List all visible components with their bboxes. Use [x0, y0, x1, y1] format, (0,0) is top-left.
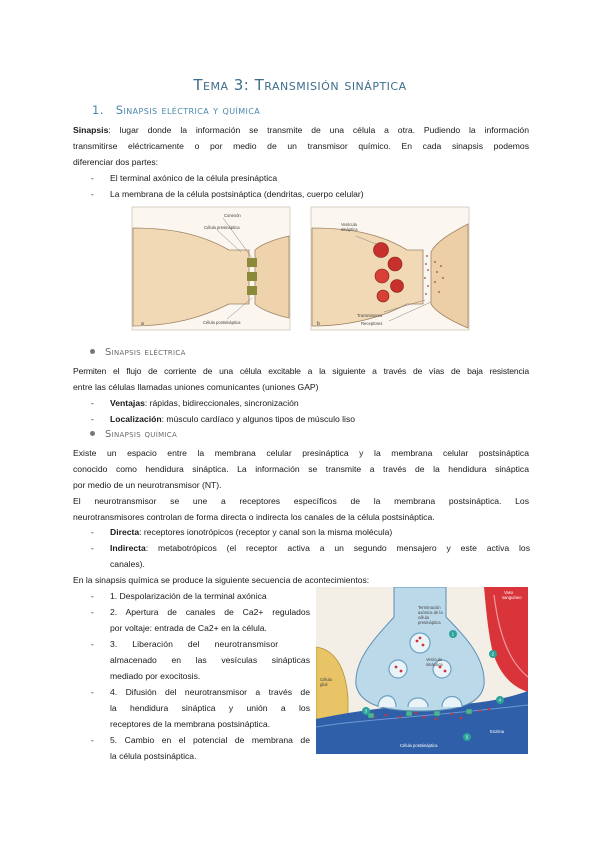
section-number: 1.	[92, 103, 104, 117]
list-item-text: : músculo cardíaco y algunos tipos de músculo liso	[161, 414, 356, 424]
section-title: Sinapsis eléctrica y química	[115, 103, 261, 117]
vesicle	[377, 290, 389, 302]
label-terminal: axónica de la	[418, 610, 443, 615]
bullet-icon	[90, 431, 95, 436]
electric-line-1: Permiten el flujo de corriente de una célula excitable a la siguiente a través de vías de baja resistencia	[73, 366, 529, 376]
list-item-text: : metabotrópicos (el receptor activa a un segundo mensajero y este activa los	[145, 543, 530, 553]
label-blood-vessel: sanguíneo	[502, 595, 522, 600]
chemical-synapse-figure	[316, 587, 528, 754]
step-text: por voltaje: entrada de Ca2+ en la célula.	[110, 623, 267, 633]
gap-junction	[247, 272, 257, 281]
list-item-text: La membrana de la célula postsináptica (dendritas, cuerpo celular)	[110, 189, 364, 199]
label-vesicle: Vesícula	[426, 657, 442, 662]
subheading-text: Sinapsis química	[105, 429, 178, 440]
list-item-text: : receptores ionotrópicos (receptor y canal son la misma molécula)	[139, 527, 393, 537]
bullet-icon	[90, 349, 95, 354]
step-text: la célula postsináptica.	[110, 751, 197, 761]
label-receptors: Receptores	[361, 321, 383, 326]
sequence-intro: En la sinapsis química se produce la siguiente secuencia de acontecimientos:	[73, 575, 370, 585]
label-synaptic: sináptica	[341, 227, 358, 232]
label-vesicle: sináptica	[426, 662, 443, 667]
step-text: 4. Difusión del neurotransmisor a través de	[110, 687, 310, 697]
label-postsynaptic-a: Célula postsináptica	[203, 320, 241, 325]
label-blood-vessel: Vaso	[504, 590, 514, 595]
chemical-line: por medio de un neurotransmisor (NT).	[73, 480, 222, 490]
panel-label-b: b	[317, 321, 320, 327]
synapse-figure-ab	[131, 206, 471, 333]
label-transmitters: Transmisores	[357, 313, 383, 318]
vesicle	[388, 257, 402, 271]
marker-3: 3	[364, 708, 368, 714]
step-text: 1. Despolarización de la terminal axónica	[110, 591, 267, 601]
page-title: Tema 3: Transmisión sináptica	[193, 76, 407, 94]
marker-1: 1	[451, 631, 455, 637]
chemical-paragraph-1	[73, 445, 529, 525]
section-heading	[92, 103, 260, 117]
vesicle	[410, 633, 430, 653]
vesicle	[389, 660, 407, 678]
label-terminal: presináptica	[418, 620, 441, 625]
electric-paragraph	[73, 363, 529, 395]
intro-line-2: transmitirse eléctricamente o por medio de un transmisor químico. En cada sinapsis podemos	[73, 141, 529, 151]
term: Indirecta	[110, 543, 146, 553]
term-sinapsis: Sinapsis	[73, 125, 109, 135]
step-text: almacenado en las vesículas sinápticas	[110, 655, 310, 665]
panel-label-a: a	[141, 321, 144, 327]
chemical-line: neurotransmisores controlan de forma directa o indirecta los canales de la célula postsináptica.	[73, 512, 435, 522]
list-item-text: : rápidas, bidireccionales, sincronización	[144, 398, 299, 408]
gap-junction	[247, 258, 257, 267]
label-vesicle: Vesícula	[341, 222, 357, 227]
vesicle	[391, 280, 404, 293]
label-terminal: Terminación	[418, 605, 441, 610]
vesicle	[374, 243, 389, 258]
marker-4: 4	[498, 697, 502, 703]
label-enzyme: Enzima	[490, 729, 504, 734]
step-text: la hendidura sináptica y unión a los	[110, 703, 310, 713]
label-terminal: célula	[418, 615, 429, 620]
step-text: 5. Cambio en el potencial de membrana de	[110, 735, 310, 745]
marker-2: 2	[491, 651, 495, 657]
step-text: 2. Apertura de canales de Ca2+ regulados	[110, 607, 310, 617]
subheading-electric	[90, 347, 186, 358]
chemical-line: conocido como hendidura sináptica. La información se transmite a través de la hendidura sináptica	[73, 464, 529, 474]
label-glial: Célula	[320, 677, 332, 682]
electric-line-2: entre las células llamadas uniones comunicantes (uniones GAP)	[73, 382, 319, 392]
subheading-chemical	[90, 429, 177, 440]
step-text: receptores de la membrana postsináptica.	[110, 719, 271, 729]
step-text: mediado por exocitosis.	[110, 671, 201, 681]
list-item-text: canales).	[110, 559, 145, 569]
gap-junction	[247, 286, 257, 295]
subheading-text: Sinapsis eléctrica	[105, 347, 186, 358]
step-text: 3. Liberación del neurotransmisor	[110, 639, 279, 649]
list-item-text: El terminal axónico de la célula presináptica	[110, 173, 278, 183]
marker-5: 5	[465, 734, 469, 740]
intro-paragraph	[73, 122, 529, 170]
chemical-line: El neurotransmisor se une a receptores específicos de la membrana postsináptica. Los	[73, 496, 529, 506]
term: Directa	[110, 527, 140, 537]
vesicle	[375, 269, 389, 283]
intro-line-3: diferenciar dos partes:	[73, 157, 159, 167]
label-conexon: Conexón	[224, 213, 241, 218]
term: Localización	[110, 414, 162, 424]
postsynaptic-cell-a	[255, 236, 289, 318]
label-postsynaptic: Célula postsináptica	[400, 743, 438, 748]
document-page: Tema 3: Transmisión sináptica 1. Sinapsis eléctrica y química Sinapsis: lugar donde la información se transmite de una célula a otra. Pudiendo la información transmitirse eléctricamente o por medio de un transmisor químico. En cada sinapsis podemos diferenciar dos partes: - El terminal axónico de la célula presináptica - La membrana de la célula postsináptica (dendritas, cuerpo celular) Conexón Célula presináptica Célula postsináptica a Vesícula sináptica Transmisores Receptores b Sinapsis eléctrica Permiten el flujo de corriente de una célula excitable a la siguiente a través de vías de baja resistencia entre las células llamadas uniones comunicantes (uniones GAP) - Ventajas: rápidas, bidireccionales, sincronización - Localización: músculo cardíaco y algunos tipos de músculo liso Sinapsis química Existe un espacio entre la membrana celular presináptica y la membrana celular postsináptica conocido como hendidura sináptica. La información se transmite a través de la hendidura sináptica por medio de un neurotransmisor (NT). El neurotransmisor se une a receptores específicos de la membrana postsináptica. Los neurotransmisores controlan de forma directa o indirecta los canales de la célula postsináptica. - Directa: receptores ionotrópicos (receptor y canal son la misma molécula) - Indirecta: metabotrópicos (el receptor activa a un segundo mensajero y este activa los canales). En la sinapsis química se produce la siguiente secuencia de acontecimientos: - 1. Despolarización de la terminal axónica - 2. Apertura de canales de Ca2+ regulados por voltaje: entrada de Ca2+ en la célula. - 3. Liberación del neurotransmisor almacenado en las vesículas sinápticas mediado por exocitosis. - 4. Difusión del neurotransmisor a través de la hendidura sináptica y unión a los receptores de la membrana postsináptica. - 5. Cambio en el potencial de membrana de la célula postsináptica. 1 2 3 4 5 Terminación axónica de la célula presináptica Vesícula sináptica Vaso sanguíneo Célula glial Enzima Célula postsináptica	[0, 0, 600, 848]
label-glial: glial	[320, 682, 328, 687]
intro-line-1: : lugar donde la información se transmite de una célula a otra. Pudiendo la información	[108, 125, 529, 135]
label-presynaptic-a: Célula presináptica	[204, 225, 240, 230]
term: Ventajas	[110, 398, 145, 408]
chemical-line: Existe un espacio entre la membrana celular presináptica y la membrana celular postsináptica	[73, 448, 529, 458]
